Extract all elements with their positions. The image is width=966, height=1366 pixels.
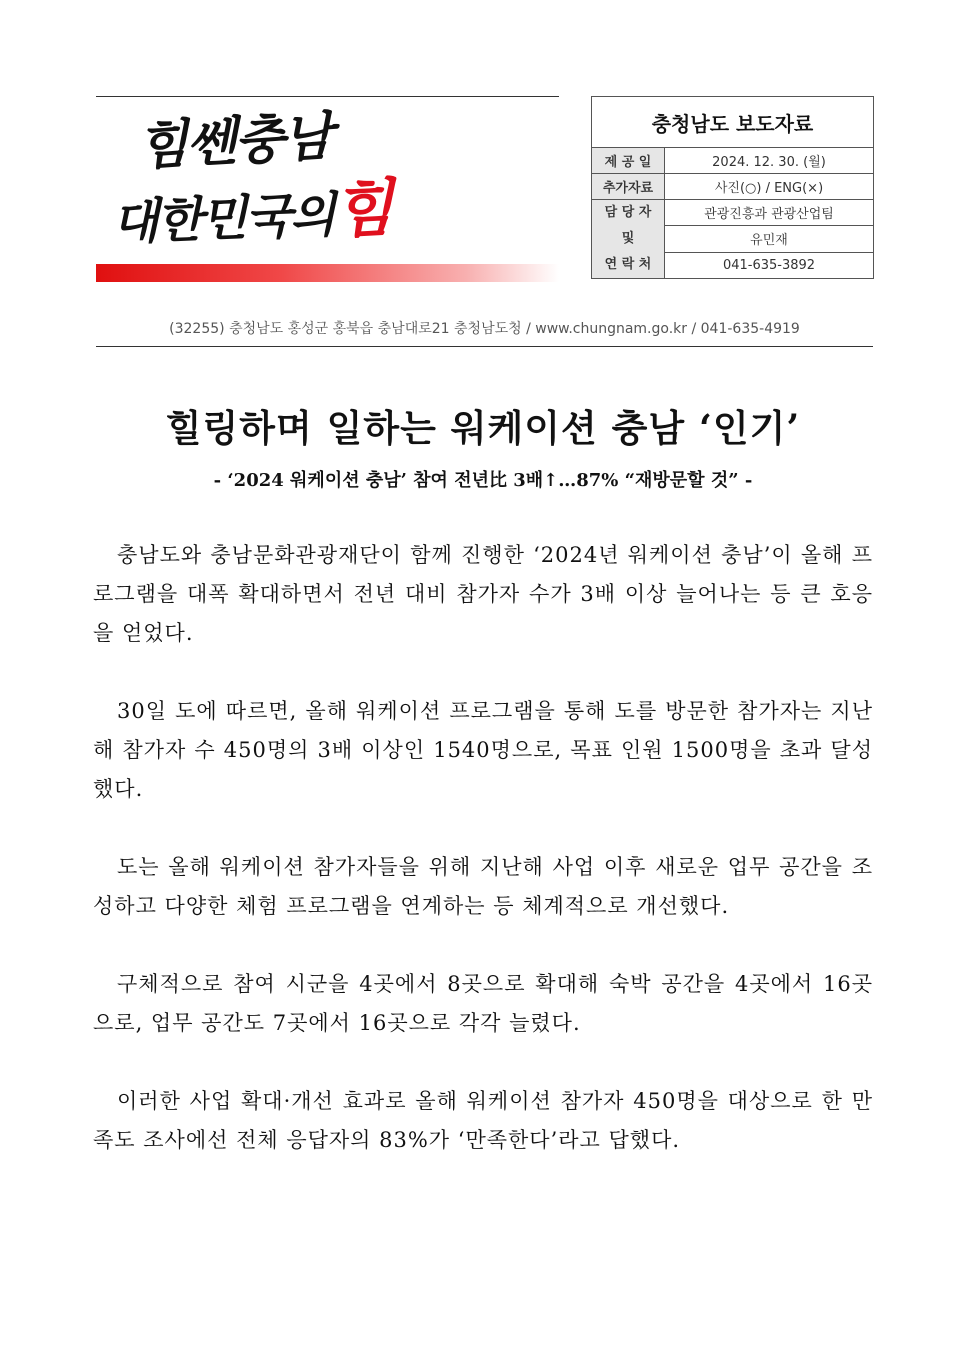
release-date-value: 2024. 12. 30. (월) xyxy=(665,148,874,174)
header-top-rule xyxy=(96,96,559,97)
contact-department: 관광진흥과 관광산업팀 xyxy=(665,200,874,226)
paragraph-3: 도는 올해 워케이션 참가자들을 위해 지난해 사업 이후 새로운 업무 공간을 조성하고 다양한 체험 프로그램을 연계하는 등 체계적으로 개선했다. xyxy=(93,855,873,918)
paragraph-1: 충남도와 충남문화관광재단이 함께 진행한 ‘2024년 워케이션 충남’이 올해 프로그램을 대폭 확대하면서 전년 대비 참가자 수가 3배 이상 늘어나는 등 큰 호응을 얻었다. xyxy=(93,543,873,645)
paragraph-4: 구체적으로 참여 시군을 4곳에서 8곳으로 확대해 숙박 공간을 4곳에서 16곳으로, 업무 공간도 7곳에서 16곳으로 각각 늘렸다. xyxy=(93,972,873,1035)
release-date-label: 제 공 일 xyxy=(592,148,665,174)
paragraph-2: 30일 도에 따르면, 올해 워케이션 프로그램을 통해 도를 방문한 참가자는 지난해 참가자 수 450명의 3배 이상인 1540명으로, 목표 인원 1500명을 초과 달성했다. xyxy=(93,699,873,801)
logo-slogan-accent: 힘 xyxy=(332,171,393,247)
press-info-title: 충청남도 보도자료 xyxy=(592,97,874,148)
logo-slogan-line2-text: 대한민국의 xyxy=(111,187,335,251)
extra-material-label: 추가자료 xyxy=(592,174,665,200)
headline: 힐링하며 일하는 워케이션 충남 ‘인기’ xyxy=(165,406,801,450)
press-info-table xyxy=(591,96,874,279)
logo-slogan-line1: 힘쎈충남 xyxy=(136,106,333,178)
article-body xyxy=(93,536,873,1199)
logo-slogan-line2 xyxy=(111,171,393,251)
extra-material-value: 사진(○) / ENG(×) xyxy=(665,174,874,200)
subheadline: - ‘2024 워케이션 충남’ 참여 전년比 3배↑…87% “재방문할 것” - xyxy=(213,470,753,491)
logo-red-gradient-bar xyxy=(96,264,559,282)
address-bar: (32255) 충청남도 홍성군 홍북읍 충남대로21 충청남도청 / www.chungnam.go.kr / 041-635-4919 xyxy=(96,312,873,347)
contact-person: 유민재 xyxy=(665,226,874,252)
paragraph-5: 이러한 사업 확대·개선 효과로 올해 워케이션 참가자 450명을 대상으로 한 만족도 조사에선 전체 응답자의 83%가 ‘만족한다’라고 답했다. xyxy=(93,1089,873,1152)
contact-phone: 041-635-3892 xyxy=(665,252,874,278)
contact-label: 담 당 자 및 연 락 처 xyxy=(592,200,665,279)
